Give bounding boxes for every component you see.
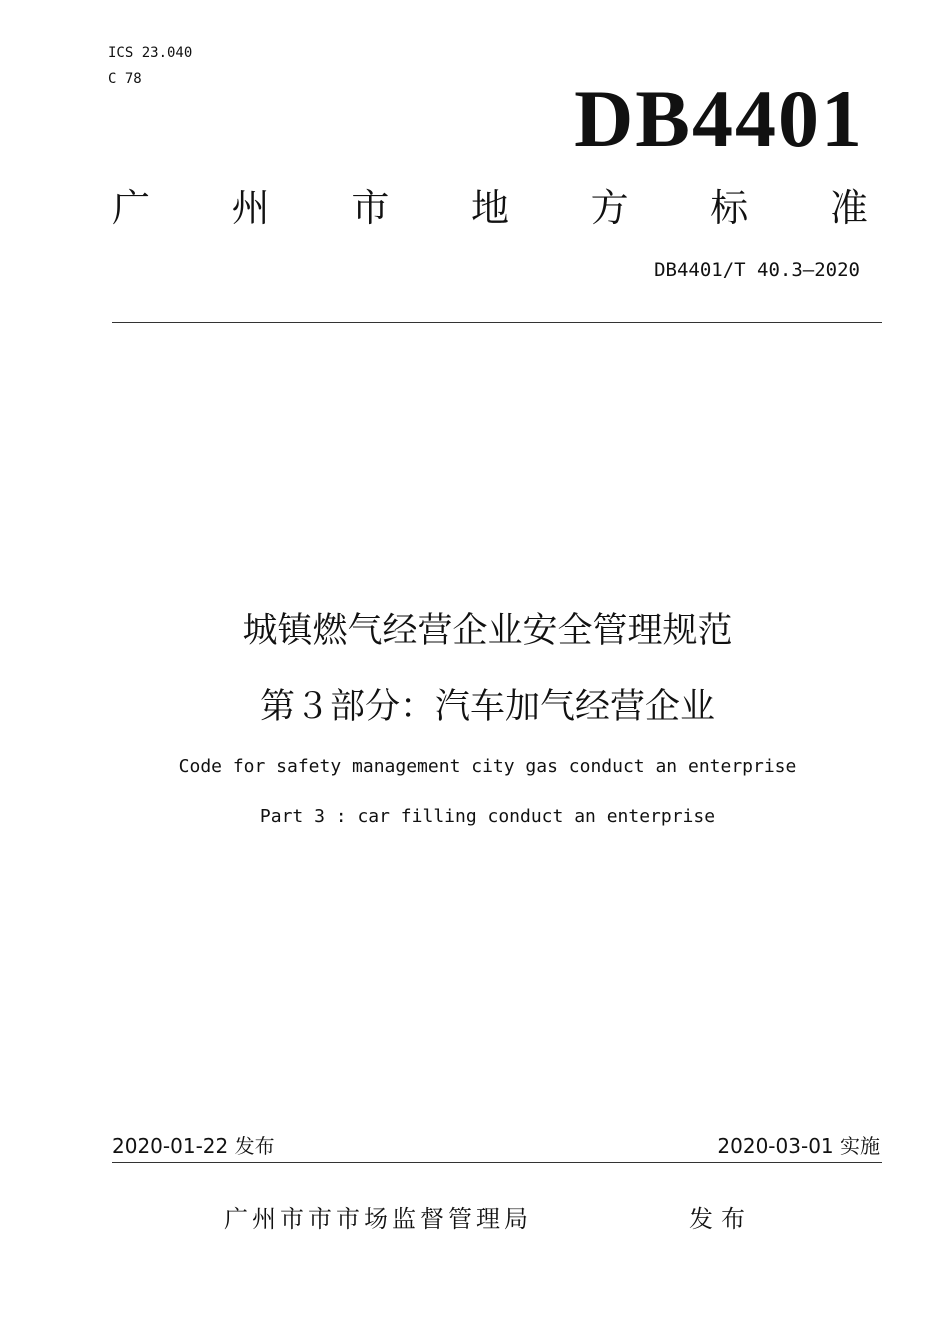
- standard-type-char: 方: [590, 186, 629, 230]
- standard-type-char: 准: [829, 186, 868, 230]
- standard-type-char: 地: [470, 186, 509, 230]
- ics-code: ICS 23.040: [108, 45, 193, 61]
- implementation-date: 2020-03-01 实施: [717, 1134, 880, 1158]
- standard-type-title: [112, 186, 868, 230]
- document-title-en: Code for safety management city gas conduct an enterprise: [178, 756, 797, 777]
- issue-action: 发布: [689, 1205, 753, 1233]
- standard-type-char: 广: [112, 186, 151, 230]
- issue-date: 2020-01-22 发布: [112, 1134, 275, 1158]
- standard-type-char: 市: [351, 186, 390, 230]
- header-divider: [112, 322, 882, 323]
- standard-number: DB4401/T 40.3—2020: [654, 259, 860, 281]
- document-title-cn: 城镇燃气经营企业安全管理规范: [242, 611, 733, 651]
- standard-type-char: 州: [231, 186, 270, 230]
- standard-type-char: 标: [710, 186, 749, 230]
- ccs-code: C 78: [108, 71, 142, 87]
- issuing-authority: 广州市市市场监督管理局: [224, 1205, 532, 1233]
- footer-divider: [112, 1162, 882, 1163]
- standard-logo: DB4401: [574, 73, 864, 164]
- document-part-title-cn: 第３部分：汽车加气经营企业: [259, 687, 715, 727]
- document-part-title-en: Part 3 : car filling conduct an enterprise: [259, 806, 716, 827]
